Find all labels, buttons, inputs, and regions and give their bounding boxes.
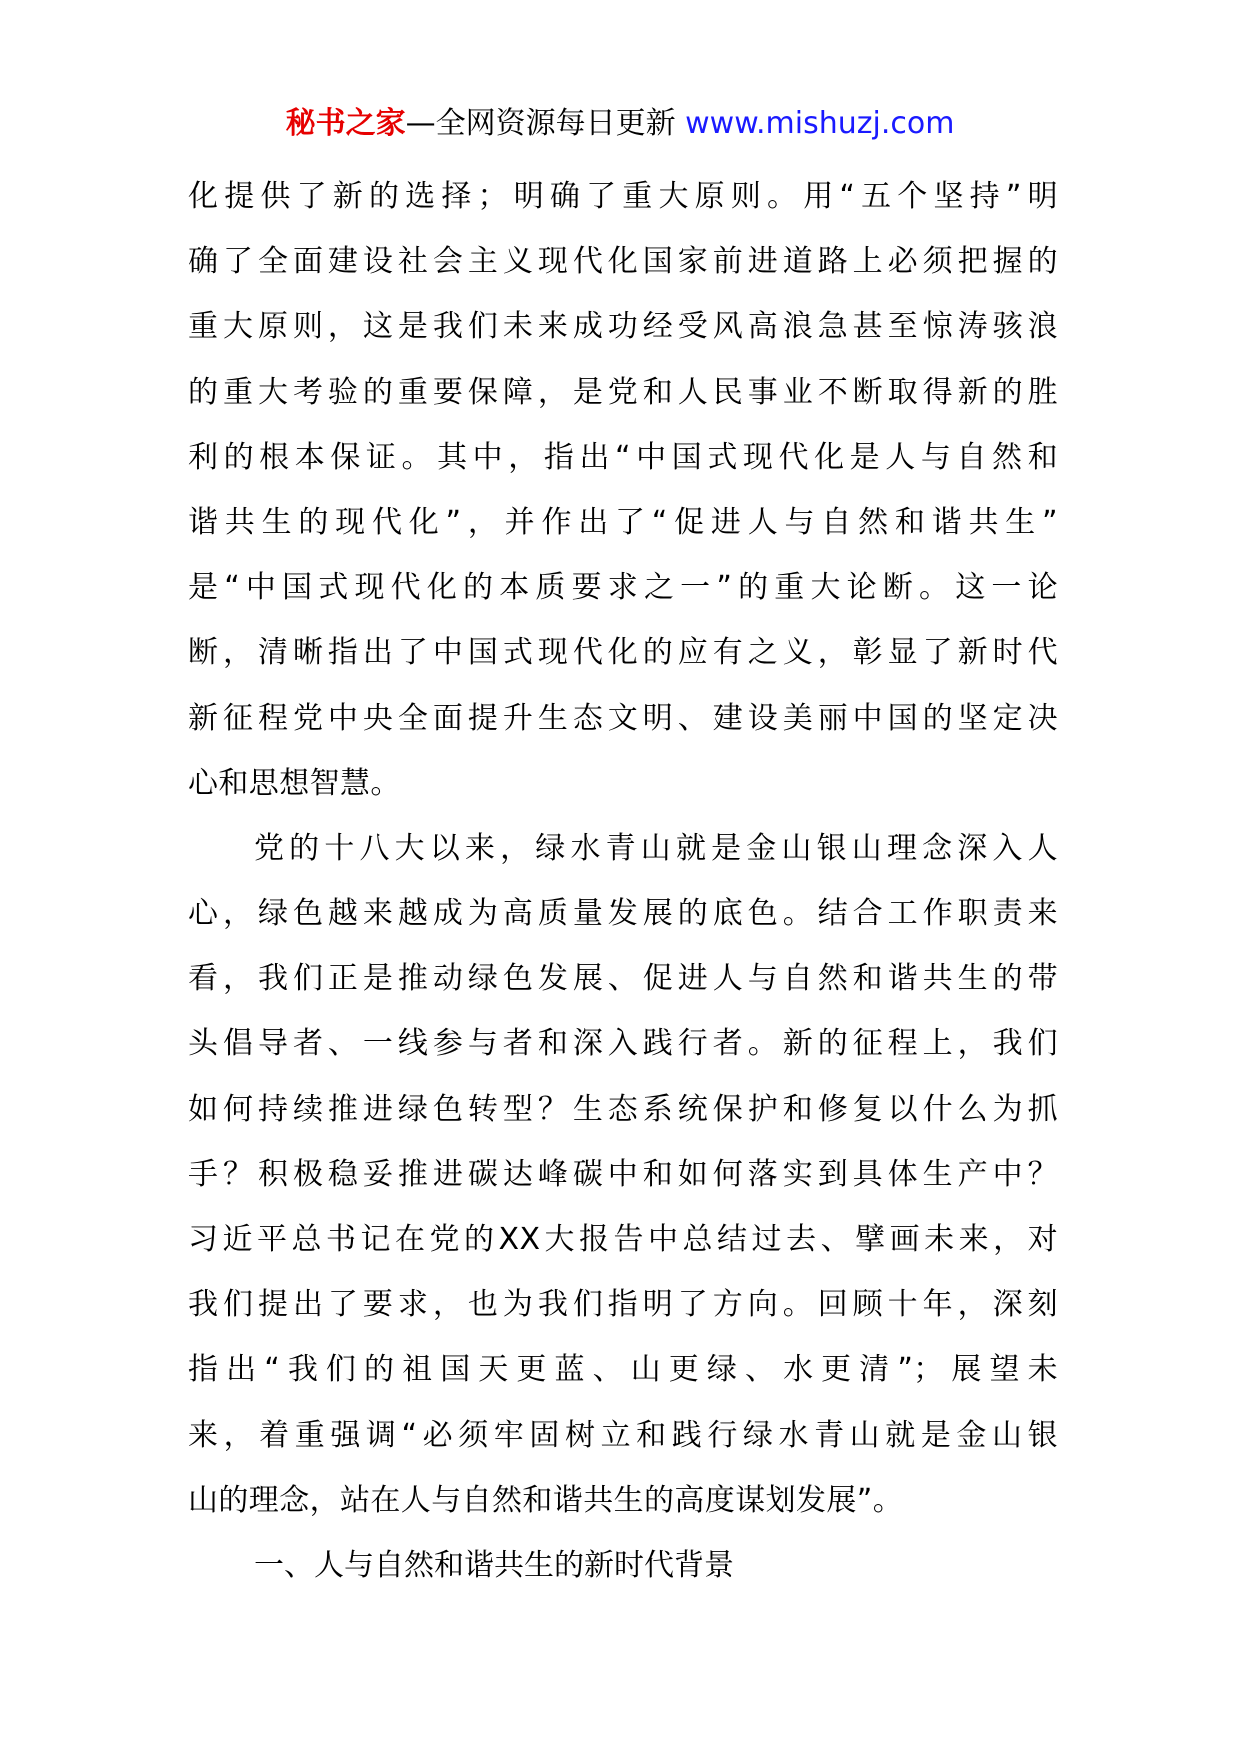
watermark-header — [0, 104, 1240, 144]
text-line: 心，绿色越来越成为高质量发展的底色。结合工作职责来 — [188, 896, 1058, 932]
paragraph-2 — [188, 816, 1058, 1533]
document-body — [188, 164, 1058, 1598]
section-heading: 一、人与自然和谐共生的新时代背景 — [254, 1547, 734, 1583]
text-line: 利的根本保证。其中，指出“中国式现代化是人与自然和 — [188, 439, 1058, 475]
text-line: 重大原则，这是我们未来成功经受风高浪急甚至惊涛骇浪 — [188, 309, 1058, 345]
text-line: 山的理念，站在人与自然和谐共生的高度谋划发展”。 — [188, 1482, 904, 1518]
text-line: 看，我们正是推动绿色发展、促进人与自然和谐共生的带 — [188, 961, 1058, 997]
paragraph-1 — [188, 164, 1058, 816]
text-line: 确了全面建设社会主义现代化国家前进道路上必须把握的 — [188, 244, 1058, 280]
text-line: 我们提出了要求，也为我们指明了方向。回顾十年，深刻 — [188, 1287, 1058, 1323]
text-line: 谐共生的现代化”，并作出了“促进人与自然和谐共生” — [188, 504, 1058, 540]
text-line: 的重大考验的重要保障，是党和人民事业不断取得新的胜 — [188, 374, 1058, 410]
text-line: 断，清晰指出了中国式现代化的应有之义，彰显了新时代 — [188, 635, 1058, 671]
text-line: 手？积极稳妥推进碳达峰碳中和如何落实到具体生产中？ — [188, 1156, 1058, 1192]
text-line: 心和思想智慧。 — [188, 765, 401, 801]
text-line: 如何持续推进绿色转型？生态系统保护和修复以什么为抓 — [188, 1091, 1058, 1127]
header-tagline: —全网资源每日更新 — [405, 106, 686, 141]
text-line: 是“中国式现代化的本质要求之一”的重大论断。这一论 — [188, 570, 1058, 606]
text-line: 化提供了新的选择；明确了重大原则。用“五个坚持”明 — [188, 179, 1058, 214]
brand-name: 秘书之家 — [285, 106, 406, 141]
text-line: 党的十八大以来，绿水青山就是金山银山理念深入人 — [254, 830, 1058, 866]
text-line: 新征程党中央全面提升生态文明、建设美丽中国的坚定决 — [188, 700, 1058, 736]
text-line: 头倡导者、一线参与者和深入践行者。新的征程上，我们 — [188, 1026, 1058, 1062]
text-line: 指出“我们的祖国天更蓝、山更绿、水更清”；展望未 — [188, 1352, 1058, 1388]
text-line: 来，着重强调“必须牢固树立和践行绿水青山就是金山银 — [188, 1417, 1058, 1453]
text-line: 习近平总书记在党的XX大报告中总结过去、擘画未来，对 — [188, 1222, 1058, 1257]
site-url-link[interactable]: www.mishuzj.com — [685, 106, 955, 141]
